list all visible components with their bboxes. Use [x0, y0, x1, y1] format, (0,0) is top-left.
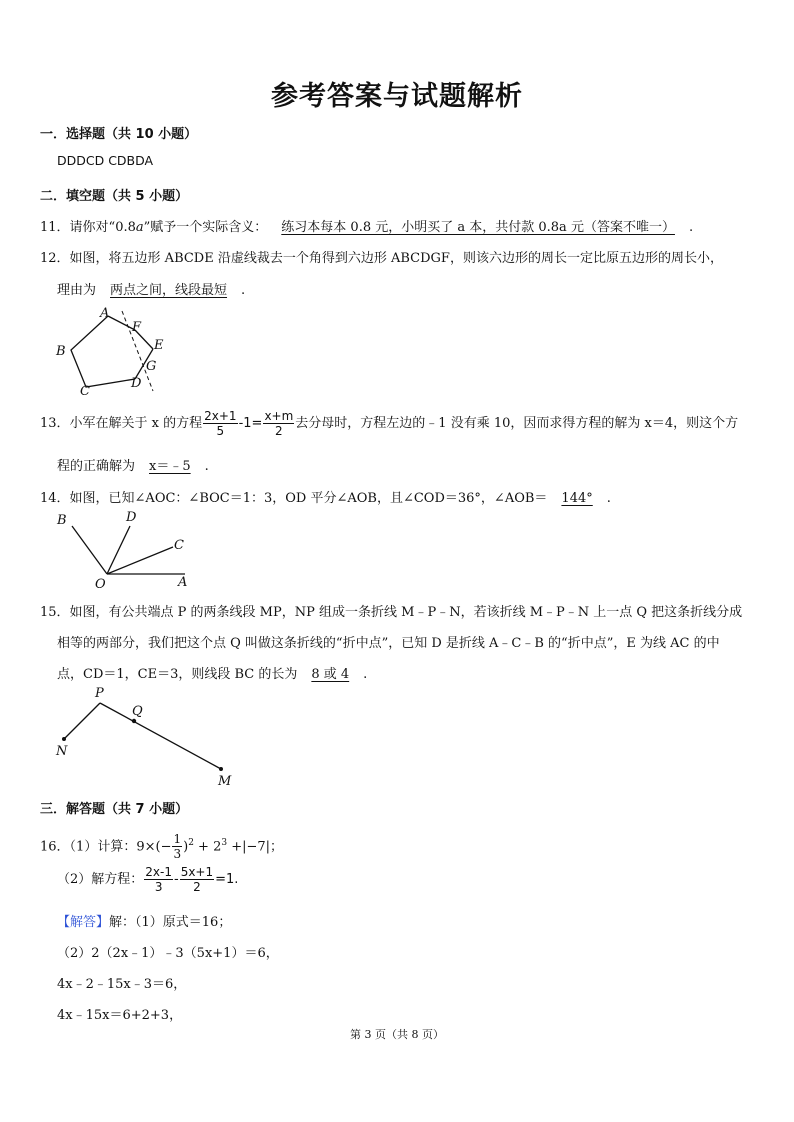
- q12-period: .: [241, 283, 246, 298]
- q12-reason-label: 理由为: [57, 283, 97, 298]
- label-N: N: [56, 744, 68, 759]
- q13-fraction-2: [263, 409, 294, 438]
- angle-figure: [50, 505, 200, 593]
- q13-text-post: 去分母时，方程左边的﹣1 没有乘 10，因而求得方程的解为 x＝4，则这个方: [295, 416, 739, 431]
- section-heading-choice: 一．选择题（共 10 小题）: [40, 127, 198, 142]
- label-O: O: [95, 577, 106, 592]
- q16-frac2-den: 2: [193, 880, 201, 894]
- polyline-figure: [50, 683, 240, 789]
- q13-frac2-num: x+m: [264, 409, 294, 423]
- q16-calc-fraction: [172, 832, 182, 861]
- q16-calc-frac-num: 1: [173, 832, 182, 847]
- label-M: M: [218, 774, 232, 789]
- q16-calc-a: 9×(−: [136, 839, 172, 855]
- q16-part1-label: 16．（1）计算：: [40, 839, 137, 855]
- question-14: [40, 487, 611, 506]
- question-13-line1: [40, 408, 738, 440]
- q16-solution-line2: （2）2（2x﹣1）﹣3（5x+1）＝6，: [57, 946, 279, 961]
- q13-text: 13．小军在解关于 x 的方程: [40, 416, 203, 431]
- page-title: 参考答案与试题解析: [271, 81, 523, 112]
- q16-fraction-2: [180, 865, 214, 894]
- q16-calc-c: + 2: [193, 839, 222, 855]
- label-E: E: [154, 338, 164, 353]
- q13-fraction-1: [203, 409, 237, 438]
- question-16-line2: [57, 864, 238, 896]
- label-D: D: [131, 376, 142, 391]
- question-11: [40, 216, 693, 235]
- q11-answer: 练习本每本 0.8 元，小明买了 a 本，共付款 0.8a 元（答案不唯一）: [281, 220, 675, 235]
- q12-answer: 两点之间，线段最短: [110, 283, 228, 298]
- question-15-line3: [57, 663, 367, 682]
- q16-sol-1: 解：（1）原式＝16；: [109, 915, 232, 930]
- q16-solution-line1: [57, 911, 231, 930]
- q14-answer: 144°: [561, 491, 593, 506]
- q13-solution-label: 程的正确解为: [57, 459, 136, 474]
- q16-frac2-num: 5x+1: [180, 865, 214, 879]
- q16-frac1-num: 2x-1: [145, 865, 172, 879]
- q13-frac1-num: 2x+1: [204, 409, 237, 423]
- q14-period: .: [606, 491, 611, 506]
- label-C: C: [174, 538, 184, 553]
- q16-calc-d: +|−7|；: [227, 839, 284, 855]
- q16-fraction-1: [144, 865, 173, 894]
- q13-frac2-den: 2: [275, 424, 283, 438]
- q13-minus-one: -1=: [238, 416, 263, 431]
- question-12-line2: [57, 279, 245, 298]
- q16-calc-exp2: 3: [221, 838, 228, 848]
- label-D: D: [126, 510, 137, 525]
- q16-calc-frac-den: 3: [173, 847, 182, 862]
- q11-var: a: [135, 220, 144, 235]
- question-12-line1: 12．如图，将五边形 ABCDE 沿虚线裁去一个角得到六边形 ABCDGF，则该六边形的周长一定比原五边形的周长小，: [40, 251, 723, 266]
- q16-solution-line3: 4x﹣2﹣15x﹣3＝6，: [57, 977, 187, 992]
- q11-period: .: [688, 220, 694, 235]
- label-F: F: [132, 320, 142, 335]
- q15-period: .: [363, 667, 368, 682]
- solution-tag: 【解答】: [57, 915, 110, 930]
- q16-calc-exp1: 2: [188, 838, 194, 848]
- q16-calc-b: ): [183, 839, 189, 855]
- q13-period: .: [204, 459, 209, 474]
- section-heading-fill: 二．填空题（共 5 小题）: [40, 189, 189, 204]
- q11-text: 11．请你对“0.8: [40, 220, 136, 235]
- label-A: A: [100, 306, 110, 321]
- label-C: C: [80, 384, 90, 399]
- q16-eq: =1.: [215, 872, 239, 887]
- question-16-line1: [40, 826, 283, 864]
- q13-answer: x＝﹣5: [149, 459, 191, 474]
- label-Q: Q: [132, 704, 143, 719]
- q16-solution-line4: 4x﹣15x＝6+2+3，: [57, 1008, 183, 1023]
- label-A: A: [178, 575, 188, 590]
- label-P: P: [95, 686, 104, 701]
- page-footer: 第 3 页（共 8 页）: [350, 1028, 444, 1041]
- q13-frac1-den: 5: [216, 424, 225, 438]
- q15-answer: 8 或 4: [311, 667, 350, 682]
- q16-minus: -: [173, 872, 179, 887]
- choice-answers: DDDCD CDBDA: [57, 153, 154, 168]
- section-heading-solve: 三．解答题（共 7 小题）: [40, 802, 189, 817]
- label-B: B: [56, 344, 66, 359]
- q11-text-mid: ”赋予一个实际含义：: [143, 220, 268, 235]
- q15-text: 点，CD＝1，CE＝3，则线段 BC 的长为: [57, 667, 298, 682]
- question-15-line1: 15．如图，有公共端点 P 的两条线段 MP，NP 组成一条折线 M﹣P﹣N，若该折线 M﹣P﹣N 上一点 Q 把这条折线分成: [40, 605, 743, 620]
- label-B: B: [57, 513, 67, 528]
- label-G: G: [146, 359, 157, 374]
- question-13-line2: [57, 455, 209, 474]
- q14-text: 14．如图，已知∠AOC：∠BOC＝1：3，OD 平分∠AOB，且∠COD＝36°，∠AOB＝: [40, 491, 548, 506]
- question-15-line2: 相等的两部分，我们把这个点 Q 叫做这条折线的“折中点”，已知 D 是折线 A﹣C﹣B 的“折中点”，E 为线 AC 的中: [57, 636, 720, 651]
- pentagon-figure: [50, 305, 180, 400]
- q16-part2-label: （2）解方程：: [57, 872, 144, 887]
- q16-frac1-den: 3: [154, 880, 163, 894]
